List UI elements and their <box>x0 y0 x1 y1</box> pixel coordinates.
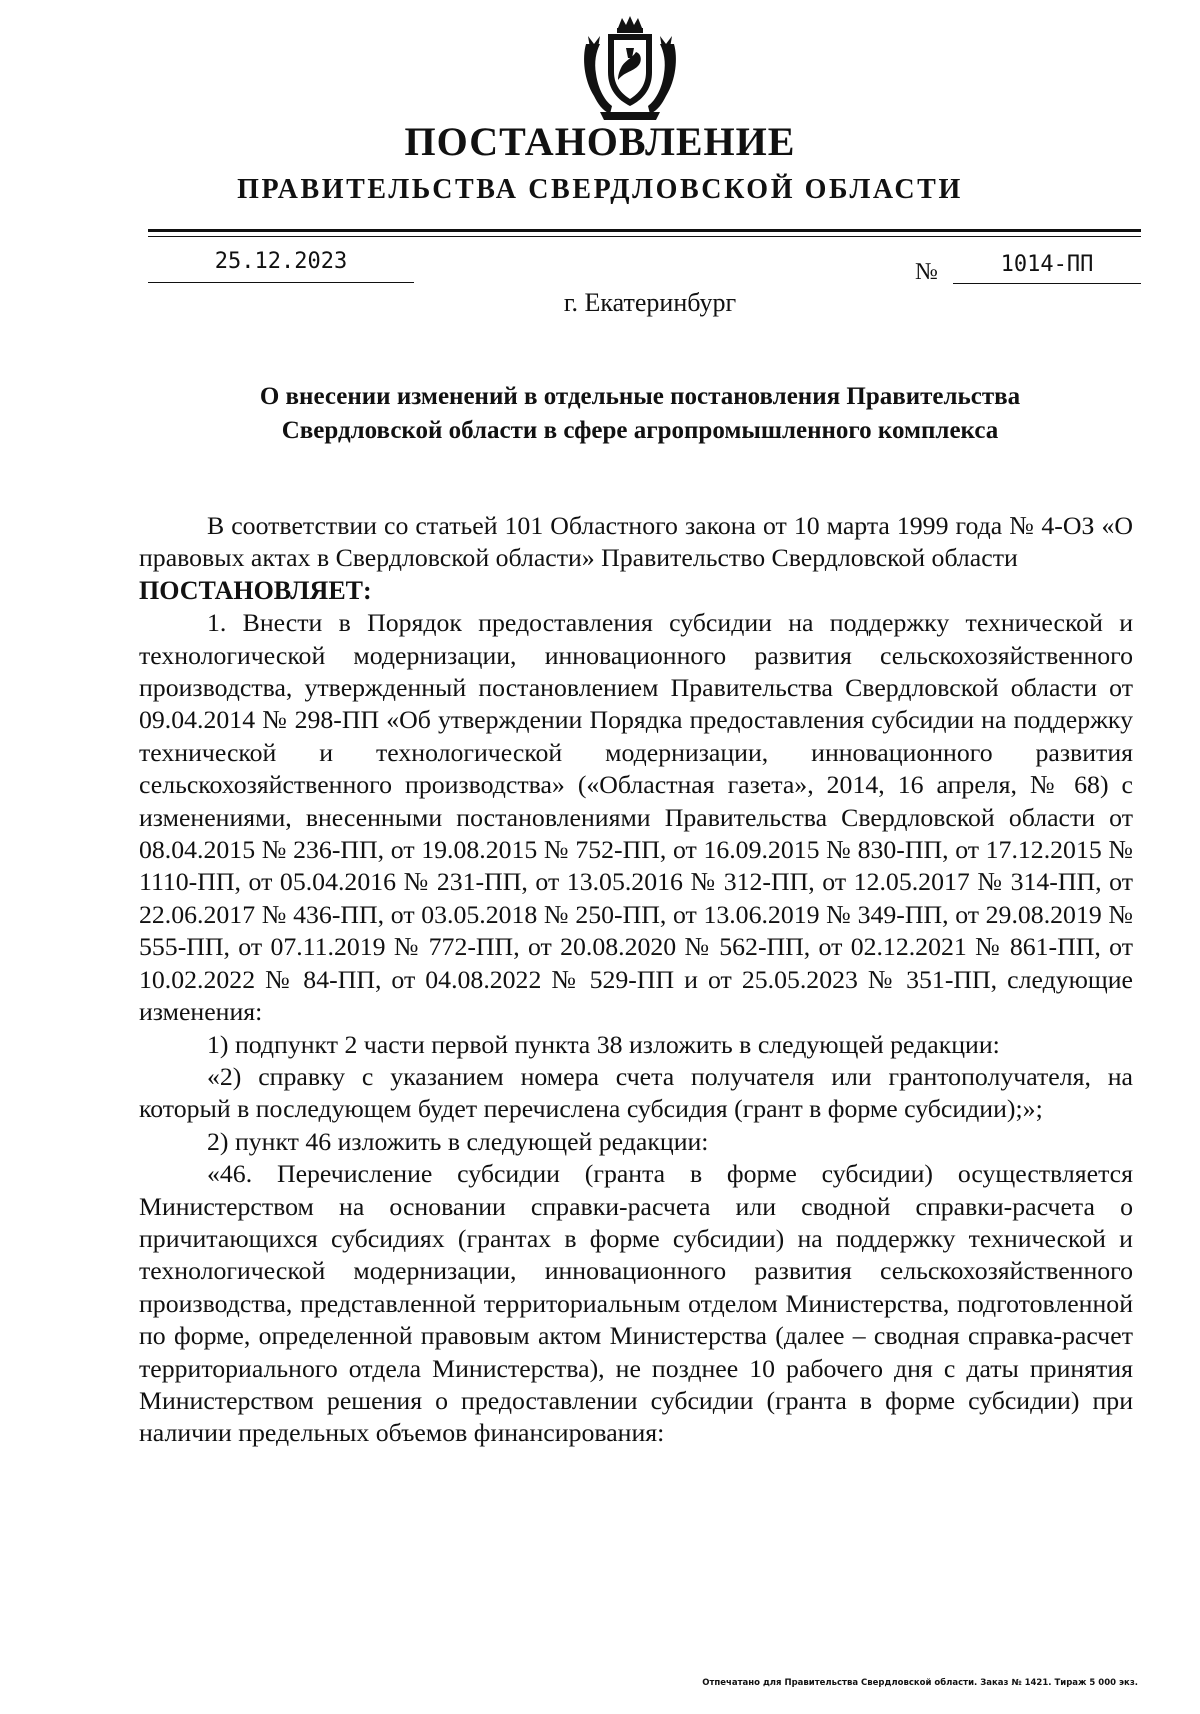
issuer-title: ПРАВИТЕЛЬСТВА СВЕРДЛОВСКОЙ ОБЛАСТИ <box>237 174 963 205</box>
decree-word <box>139 575 1133 607</box>
issue-city: г. Екатеринбург <box>563 288 737 317</box>
header-divider-thick <box>148 229 1141 232</box>
preamble-paragraph: В соответствии со статьей 101 Областного закона от 10 марта 1999 года № 4-ОЗ «О правовых актах в Свердловской области» Правительство Свердловской области <box>139 511 1133 573</box>
quote-1-paragraph: «2) справку с указанием номера счета получателя или грантополучателя, на который в последующем будет перечислена субсидия (грант в форме субсидии);»; <box>139 1061 1133 1124</box>
coat-of-arms-emblem <box>580 14 680 122</box>
subitem-2-paragraph: 2) пункт 46 изложить в следующей редакции: <box>207 1126 709 1156</box>
decree-word-text: ПОСТАНОВЛЯЕТ: <box>139 575 372 605</box>
item-1-paragraph: 1. Внести в Порядок предоставления субсидии на поддержку технической и технологической модернизации, инновационного развития сельскохозяйственного производства, утвержденный постановлением Правительства Свердловской области от 09.04.2014 № 298-ПП «Об утверждении Порядка предоставления субсидии на поддержку технической и технологической модернизации, инновационного развития сельскохозяйственного производства» («Областная газета», 2014, 16 апреля, № 68) с изменениями, внесенными постановлениями Правительства Свердловской области от 08.04.2015 № 236-ПП, от 19.08.2015 № 752-ПП, от 16.09.2015 № 830-ПП, от 17.12.2015 № 1110-ПП, от 05.04.2016 № 231-ПП, от 13.05.2016 № 312-ПП, от 12.05.2017 № 314-ПП, от 22.06.2017 № 436-ПП, от 03.05.2018 № 250-ПП, от 13.06.2019 № 349-ПП, от 29.08.2019 № 555-ПП, от 07.11.2019 № 772-ПП, от 20.08.2020 № 562-ПП, от 02.12.2021 № 861-ПП, от 10.02.2022 № 84-ПП, от 04.08.2022 № 529-ПП и от 25.05.2023 № 351-ПП, следующие изменения: <box>139 608 1133 1027</box>
number-sign: № <box>915 259 938 285</box>
document-number: 1014-ПП <box>953 251 1141 284</box>
document-type-title: ПОСТАНОВЛЕНИЕ <box>404 119 796 164</box>
document-heading <box>140 380 1140 448</box>
heading-line-2: Свердловской области в сфере агропромышленного комплекса <box>281 417 999 444</box>
header-divider-thin <box>148 236 1141 237</box>
document-body <box>139 510 1133 1450</box>
document-date: 25.12.2023 <box>148 248 414 283</box>
subitem-1-paragraph: 1) подпункт 2 части первой пункта 38 изложить в следующей редакции: <box>207 1029 1000 1059</box>
quote-2-paragraph: «46. Перечисление субсидии (гранта в форме субсидии) осуществляется Министерством на основании справки-расчета или сводной справки-расчета о причитающихся субсидиях (грантах в форме субсидии) на поддержку технической и технологической модернизации, инновационного развития сельскохозяйственного производства, представленной территориальным отделом Министерства, подготовленной по форме, определенной правовым актом Министерства (далее – сводная справка-расчет территориального отдела Министерства), не позднее 10 рабочего дня с даты принятия Министерством решения о предоставлении субсидии (гранта в форме субсидии) при наличии предельных объемов финансирования: <box>139 1159 1133 1448</box>
heading-line-1: О внесении изменений в отдельные постановления Правительства <box>259 383 1021 410</box>
print-footer-note: Отпечатано для Правительства Свердловской области. Заказ № 1421. Тираж 5 000 экз. <box>702 1678 1138 1688</box>
